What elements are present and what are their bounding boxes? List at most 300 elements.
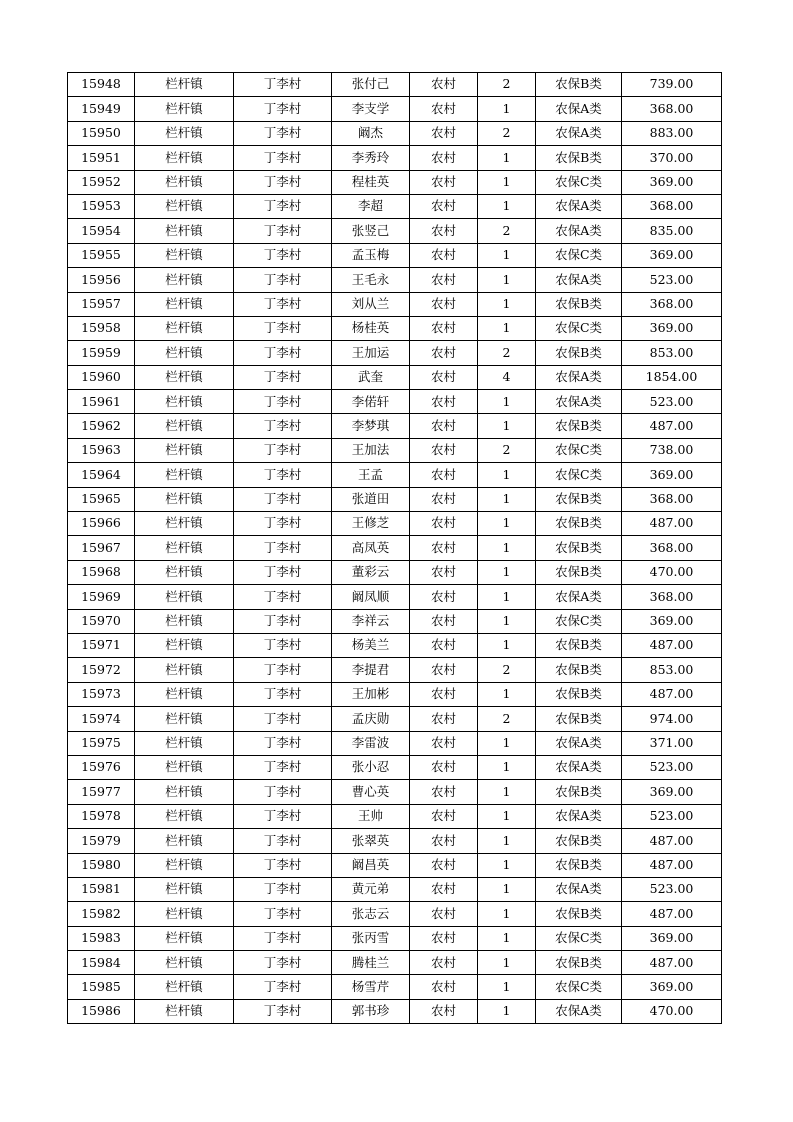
table-row xyxy=(68,731,722,755)
name-cell: 李雷波 xyxy=(332,731,410,755)
record-id-cell: 15983 xyxy=(68,926,135,950)
village-cell: 丁李村 xyxy=(234,536,332,560)
village-cell: 丁李村 xyxy=(234,268,332,292)
amount-cell: 369.00 xyxy=(622,463,722,487)
household-count-cell: 4 xyxy=(478,365,536,389)
record-id-cell: 15980 xyxy=(68,853,135,877)
amount-cell: 371.00 xyxy=(622,731,722,755)
household-count-cell: 1 xyxy=(478,755,536,779)
insurance-category-cell: 农保B类 xyxy=(536,780,622,804)
amount-cell: 487.00 xyxy=(622,951,722,975)
household-count-cell: 1 xyxy=(478,926,536,950)
area-type-cell: 农村 xyxy=(410,414,478,438)
name-cell: 张付己 xyxy=(332,73,410,97)
area-type-cell: 农村 xyxy=(410,365,478,389)
amount-cell: 369.00 xyxy=(622,243,722,267)
insurance-category-cell: 农保B类 xyxy=(536,707,622,731)
town-cell: 栏杆镇 xyxy=(135,170,234,194)
amount-cell: 523.00 xyxy=(622,804,722,828)
town-cell: 栏杆镇 xyxy=(135,243,234,267)
amount-cell: 470.00 xyxy=(622,560,722,584)
insurance-category-cell: 农保C类 xyxy=(536,438,622,462)
amount-cell: 369.00 xyxy=(622,316,722,340)
record-id-cell: 15977 xyxy=(68,780,135,804)
village-cell: 丁李村 xyxy=(234,585,332,609)
insurance-category-cell: 农保A类 xyxy=(536,97,622,121)
insurance-category-cell: 农保C类 xyxy=(536,243,622,267)
amount-cell: 523.00 xyxy=(622,877,722,901)
table-row xyxy=(68,170,722,194)
name-cell: 杨桂英 xyxy=(332,316,410,340)
household-count-cell: 1 xyxy=(478,829,536,853)
record-id-cell: 15967 xyxy=(68,536,135,560)
village-cell: 丁李村 xyxy=(234,390,332,414)
household-count-cell: 2 xyxy=(478,707,536,731)
area-type-cell: 农村 xyxy=(410,73,478,97)
table-body xyxy=(68,73,722,1024)
table-row xyxy=(68,755,722,779)
record-id-cell: 15978 xyxy=(68,804,135,828)
name-cell: 孟庆勋 xyxy=(332,707,410,731)
insurance-category-cell: 农保C类 xyxy=(536,316,622,340)
amount-cell: 487.00 xyxy=(622,682,722,706)
town-cell: 栏杆镇 xyxy=(135,146,234,170)
area-type-cell: 农村 xyxy=(410,97,478,121)
village-cell: 丁李村 xyxy=(234,97,332,121)
name-cell: 曹心英 xyxy=(332,780,410,804)
village-cell: 丁李村 xyxy=(234,902,332,926)
table-row xyxy=(68,682,722,706)
village-cell: 丁李村 xyxy=(234,780,332,804)
household-count-cell: 2 xyxy=(478,219,536,243)
name-cell: 王加运 xyxy=(332,341,410,365)
town-cell: 栏杆镇 xyxy=(135,438,234,462)
table-row xyxy=(68,951,722,975)
area-type-cell: 农村 xyxy=(410,902,478,926)
table-row xyxy=(68,316,722,340)
name-cell: 李提君 xyxy=(332,658,410,682)
amount-cell: 1854.00 xyxy=(622,365,722,389)
amount-cell: 739.00 xyxy=(622,73,722,97)
table-row xyxy=(68,146,722,170)
name-cell: 张丙雪 xyxy=(332,926,410,950)
amount-cell: 369.00 xyxy=(622,975,722,999)
town-cell: 栏杆镇 xyxy=(135,268,234,292)
village-cell: 丁李村 xyxy=(234,829,332,853)
household-count-cell: 1 xyxy=(478,609,536,633)
household-count-cell: 1 xyxy=(478,560,536,584)
insurance-category-cell: 农保B类 xyxy=(536,292,622,316)
record-id-cell: 15981 xyxy=(68,877,135,901)
name-cell: 阚昌英 xyxy=(332,853,410,877)
village-cell: 丁李村 xyxy=(234,804,332,828)
table-row xyxy=(68,804,722,828)
amount-cell: 487.00 xyxy=(622,512,722,536)
household-count-cell: 2 xyxy=(478,438,536,462)
insurance-category-cell: 农保A类 xyxy=(536,219,622,243)
record-id-cell: 15972 xyxy=(68,658,135,682)
village-cell: 丁李村 xyxy=(234,243,332,267)
amount-cell: 738.00 xyxy=(622,438,722,462)
insurance-category-cell: 农保A类 xyxy=(536,268,622,292)
table-row xyxy=(68,926,722,950)
amount-cell: 835.00 xyxy=(622,219,722,243)
village-cell: 丁李村 xyxy=(234,487,332,511)
insurance-category-cell: 农保A类 xyxy=(536,585,622,609)
village-cell: 丁李村 xyxy=(234,707,332,731)
insurance-category-cell: 农保B类 xyxy=(536,951,622,975)
area-type-cell: 农村 xyxy=(410,536,478,560)
town-cell: 栏杆镇 xyxy=(135,121,234,145)
name-cell: 李偌轩 xyxy=(332,390,410,414)
town-cell: 栏杆镇 xyxy=(135,512,234,536)
amount-cell: 853.00 xyxy=(622,658,722,682)
beneficiary-table xyxy=(67,72,722,1024)
area-type-cell: 农村 xyxy=(410,926,478,950)
household-count-cell: 1 xyxy=(478,633,536,657)
insurance-category-cell: 农保B类 xyxy=(536,658,622,682)
record-id-cell: 15949 xyxy=(68,97,135,121)
household-count-cell: 1 xyxy=(478,804,536,828)
name-cell: 阚杰 xyxy=(332,121,410,145)
area-type-cell: 农村 xyxy=(410,194,478,218)
record-id-cell: 15962 xyxy=(68,414,135,438)
name-cell: 程桂英 xyxy=(332,170,410,194)
name-cell: 李支学 xyxy=(332,97,410,121)
record-id-cell: 15964 xyxy=(68,463,135,487)
area-type-cell: 农村 xyxy=(410,487,478,511)
town-cell: 栏杆镇 xyxy=(135,877,234,901)
amount-cell: 523.00 xyxy=(622,755,722,779)
name-cell: 张翠英 xyxy=(332,829,410,853)
town-cell: 栏杆镇 xyxy=(135,682,234,706)
insurance-category-cell: 农保A类 xyxy=(536,390,622,414)
village-cell: 丁李村 xyxy=(234,414,332,438)
table-row xyxy=(68,536,722,560)
insurance-category-cell: 农保B类 xyxy=(536,902,622,926)
record-id-cell: 15985 xyxy=(68,975,135,999)
name-cell: 李祥云 xyxy=(332,609,410,633)
area-type-cell: 农村 xyxy=(410,585,478,609)
name-cell: 李梦琪 xyxy=(332,414,410,438)
town-cell: 栏杆镇 xyxy=(135,804,234,828)
name-cell: 李秀玲 xyxy=(332,146,410,170)
household-count-cell: 1 xyxy=(478,487,536,511)
record-id-cell: 15974 xyxy=(68,707,135,731)
town-cell: 栏杆镇 xyxy=(135,829,234,853)
village-cell: 丁李村 xyxy=(234,951,332,975)
amount-cell: 523.00 xyxy=(622,268,722,292)
table-row xyxy=(68,414,722,438)
town-cell: 栏杆镇 xyxy=(135,926,234,950)
amount-cell: 523.00 xyxy=(622,390,722,414)
town-cell: 栏杆镇 xyxy=(135,731,234,755)
town-cell: 栏杆镇 xyxy=(135,536,234,560)
town-cell: 栏杆镇 xyxy=(135,780,234,804)
village-cell: 丁李村 xyxy=(234,877,332,901)
name-cell: 董彩云 xyxy=(332,560,410,584)
village-cell: 丁李村 xyxy=(234,219,332,243)
area-type-cell: 农村 xyxy=(410,268,478,292)
name-cell: 张小忍 xyxy=(332,755,410,779)
household-count-cell: 1 xyxy=(478,414,536,438)
table-row xyxy=(68,633,722,657)
village-cell: 丁李村 xyxy=(234,463,332,487)
household-count-cell: 1 xyxy=(478,780,536,804)
name-cell: 王加彬 xyxy=(332,682,410,706)
town-cell: 栏杆镇 xyxy=(135,97,234,121)
area-type-cell: 农村 xyxy=(410,780,478,804)
amount-cell: 368.00 xyxy=(622,292,722,316)
table-row xyxy=(68,487,722,511)
record-id-cell: 15950 xyxy=(68,121,135,145)
table-row xyxy=(68,560,722,584)
name-cell: 杨雪芹 xyxy=(332,975,410,999)
insurance-category-cell: 农保A类 xyxy=(536,731,622,755)
table-row xyxy=(68,877,722,901)
amount-cell: 883.00 xyxy=(622,121,722,145)
area-type-cell: 农村 xyxy=(410,877,478,901)
household-count-cell: 2 xyxy=(478,73,536,97)
table-row xyxy=(68,73,722,97)
town-cell: 栏杆镇 xyxy=(135,755,234,779)
household-count-cell: 1 xyxy=(478,146,536,170)
insurance-category-cell: 农保B类 xyxy=(536,536,622,560)
name-cell: 杨美兰 xyxy=(332,633,410,657)
household-count-cell: 1 xyxy=(478,682,536,706)
area-type-cell: 农村 xyxy=(410,658,478,682)
village-cell: 丁李村 xyxy=(234,755,332,779)
table-row xyxy=(68,902,722,926)
area-type-cell: 农村 xyxy=(410,390,478,414)
area-type-cell: 农村 xyxy=(410,829,478,853)
table-row xyxy=(68,975,722,999)
name-cell: 李超 xyxy=(332,194,410,218)
town-cell: 栏杆镇 xyxy=(135,560,234,584)
town-cell: 栏杆镇 xyxy=(135,390,234,414)
name-cell: 腾桂兰 xyxy=(332,951,410,975)
amount-cell: 470.00 xyxy=(622,999,722,1023)
village-cell: 丁李村 xyxy=(234,194,332,218)
table-row xyxy=(68,438,722,462)
record-id-cell: 15955 xyxy=(68,243,135,267)
table-row xyxy=(68,609,722,633)
household-count-cell: 1 xyxy=(478,170,536,194)
table-row xyxy=(68,999,722,1023)
table-row xyxy=(68,658,722,682)
town-cell: 栏杆镇 xyxy=(135,999,234,1023)
town-cell: 栏杆镇 xyxy=(135,463,234,487)
household-count-cell: 1 xyxy=(478,463,536,487)
village-cell: 丁李村 xyxy=(234,999,332,1023)
insurance-category-cell: 农保C类 xyxy=(536,170,622,194)
town-cell: 栏杆镇 xyxy=(135,658,234,682)
record-id-cell: 15971 xyxy=(68,633,135,657)
amount-cell: 369.00 xyxy=(622,780,722,804)
town-cell: 栏杆镇 xyxy=(135,902,234,926)
household-count-cell: 1 xyxy=(478,390,536,414)
area-type-cell: 农村 xyxy=(410,755,478,779)
area-type-cell: 农村 xyxy=(410,146,478,170)
insurance-category-cell: 农保A类 xyxy=(536,804,622,828)
table-row xyxy=(68,243,722,267)
name-cell: 黄元弟 xyxy=(332,877,410,901)
area-type-cell: 农村 xyxy=(410,804,478,828)
name-cell: 高凤英 xyxy=(332,536,410,560)
town-cell: 栏杆镇 xyxy=(135,73,234,97)
amount-cell: 368.00 xyxy=(622,487,722,511)
area-type-cell: 农村 xyxy=(410,316,478,340)
record-id-cell: 15960 xyxy=(68,365,135,389)
name-cell: 武奎 xyxy=(332,365,410,389)
insurance-category-cell: 农保C类 xyxy=(536,609,622,633)
household-count-cell: 1 xyxy=(478,292,536,316)
name-cell: 刘从兰 xyxy=(332,292,410,316)
town-cell: 栏杆镇 xyxy=(135,707,234,731)
insurance-category-cell: 农保B类 xyxy=(536,829,622,853)
table-row xyxy=(68,463,722,487)
village-cell: 丁李村 xyxy=(234,975,332,999)
amount-cell: 487.00 xyxy=(622,633,722,657)
table-row xyxy=(68,853,722,877)
area-type-cell: 农村 xyxy=(410,243,478,267)
town-cell: 栏杆镇 xyxy=(135,365,234,389)
record-id-cell: 15965 xyxy=(68,487,135,511)
area-type-cell: 农村 xyxy=(410,975,478,999)
area-type-cell: 农村 xyxy=(410,121,478,145)
insurance-category-cell: 农保A类 xyxy=(536,755,622,779)
name-cell: 张道田 xyxy=(332,487,410,511)
table-row xyxy=(68,194,722,218)
insurance-category-cell: 农保C类 xyxy=(536,975,622,999)
town-cell: 栏杆镇 xyxy=(135,975,234,999)
area-type-cell: 农村 xyxy=(410,219,478,243)
record-id-cell: 15961 xyxy=(68,390,135,414)
amount-cell: 369.00 xyxy=(622,170,722,194)
village-cell: 丁李村 xyxy=(234,292,332,316)
town-cell: 栏杆镇 xyxy=(135,219,234,243)
household-count-cell: 1 xyxy=(478,585,536,609)
record-id-cell: 15956 xyxy=(68,268,135,292)
household-count-cell: 1 xyxy=(478,999,536,1023)
amount-cell: 487.00 xyxy=(622,414,722,438)
household-count-cell: 1 xyxy=(478,731,536,755)
area-type-cell: 农村 xyxy=(410,560,478,584)
name-cell: 阚凤顺 xyxy=(332,585,410,609)
record-id-cell: 15982 xyxy=(68,902,135,926)
table-row xyxy=(68,268,722,292)
record-id-cell: 15969 xyxy=(68,585,135,609)
town-cell: 栏杆镇 xyxy=(135,853,234,877)
table-row xyxy=(68,829,722,853)
insurance-category-cell: 农保B类 xyxy=(536,487,622,511)
household-count-cell: 1 xyxy=(478,902,536,926)
insurance-category-cell: 农保A类 xyxy=(536,365,622,389)
amount-cell: 974.00 xyxy=(622,707,722,731)
town-cell: 栏杆镇 xyxy=(135,487,234,511)
insurance-category-cell: 农保B类 xyxy=(536,146,622,170)
area-type-cell: 农村 xyxy=(410,438,478,462)
insurance-category-cell: 农保B类 xyxy=(536,560,622,584)
household-count-cell: 2 xyxy=(478,121,536,145)
record-id-cell: 15966 xyxy=(68,512,135,536)
village-cell: 丁李村 xyxy=(234,73,332,97)
table-row xyxy=(68,585,722,609)
record-id-cell: 15963 xyxy=(68,438,135,462)
area-type-cell: 农村 xyxy=(410,292,478,316)
name-cell: 王毛永 xyxy=(332,268,410,292)
area-type-cell: 农村 xyxy=(410,682,478,706)
amount-cell: 368.00 xyxy=(622,585,722,609)
household-count-cell: 1 xyxy=(478,877,536,901)
village-cell: 丁李村 xyxy=(234,926,332,950)
record-id-cell: 15948 xyxy=(68,73,135,97)
area-type-cell: 农村 xyxy=(410,999,478,1023)
town-cell: 栏杆镇 xyxy=(135,194,234,218)
town-cell: 栏杆镇 xyxy=(135,414,234,438)
amount-cell: 487.00 xyxy=(622,829,722,853)
insurance-category-cell: 农保A类 xyxy=(536,121,622,145)
insurance-category-cell: 农保A类 xyxy=(536,194,622,218)
insurance-category-cell: 农保A类 xyxy=(536,999,622,1023)
insurance-category-cell: 农保B类 xyxy=(536,633,622,657)
area-type-cell: 农村 xyxy=(410,951,478,975)
record-id-cell: 15979 xyxy=(68,829,135,853)
town-cell: 栏杆镇 xyxy=(135,316,234,340)
household-count-cell: 1 xyxy=(478,512,536,536)
record-id-cell: 15970 xyxy=(68,609,135,633)
village-cell: 丁李村 xyxy=(234,731,332,755)
table-row xyxy=(68,121,722,145)
area-type-cell: 农村 xyxy=(410,633,478,657)
village-cell: 丁李村 xyxy=(234,316,332,340)
table-row xyxy=(68,97,722,121)
area-type-cell: 农村 xyxy=(410,463,478,487)
household-count-cell: 2 xyxy=(478,658,536,682)
insurance-category-cell: 农保C类 xyxy=(536,463,622,487)
table-row xyxy=(68,341,722,365)
name-cell: 郭书珍 xyxy=(332,999,410,1023)
record-id-cell: 15986 xyxy=(68,999,135,1023)
household-count-cell: 1 xyxy=(478,536,536,560)
record-id-cell: 15952 xyxy=(68,170,135,194)
village-cell: 丁李村 xyxy=(234,121,332,145)
area-type-cell: 农村 xyxy=(410,731,478,755)
amount-cell: 369.00 xyxy=(622,926,722,950)
town-cell: 栏杆镇 xyxy=(135,341,234,365)
town-cell: 栏杆镇 xyxy=(135,585,234,609)
table-row xyxy=(68,219,722,243)
village-cell: 丁李村 xyxy=(234,341,332,365)
household-count-cell: 1 xyxy=(478,951,536,975)
amount-cell: 368.00 xyxy=(622,194,722,218)
table-row xyxy=(68,390,722,414)
table-row xyxy=(68,365,722,389)
amount-cell: 370.00 xyxy=(622,146,722,170)
town-cell: 栏杆镇 xyxy=(135,951,234,975)
record-id-cell: 15976 xyxy=(68,755,135,779)
name-cell: 孟玉梅 xyxy=(332,243,410,267)
town-cell: 栏杆镇 xyxy=(135,292,234,316)
record-id-cell: 15957 xyxy=(68,292,135,316)
insurance-category-cell: 农保C类 xyxy=(536,926,622,950)
name-cell: 王帅 xyxy=(332,804,410,828)
area-type-cell: 农村 xyxy=(410,341,478,365)
village-cell: 丁李村 xyxy=(234,609,332,633)
name-cell: 张竖己 xyxy=(332,219,410,243)
insurance-category-cell: 农保B类 xyxy=(536,73,622,97)
household-count-cell: 1 xyxy=(478,97,536,121)
